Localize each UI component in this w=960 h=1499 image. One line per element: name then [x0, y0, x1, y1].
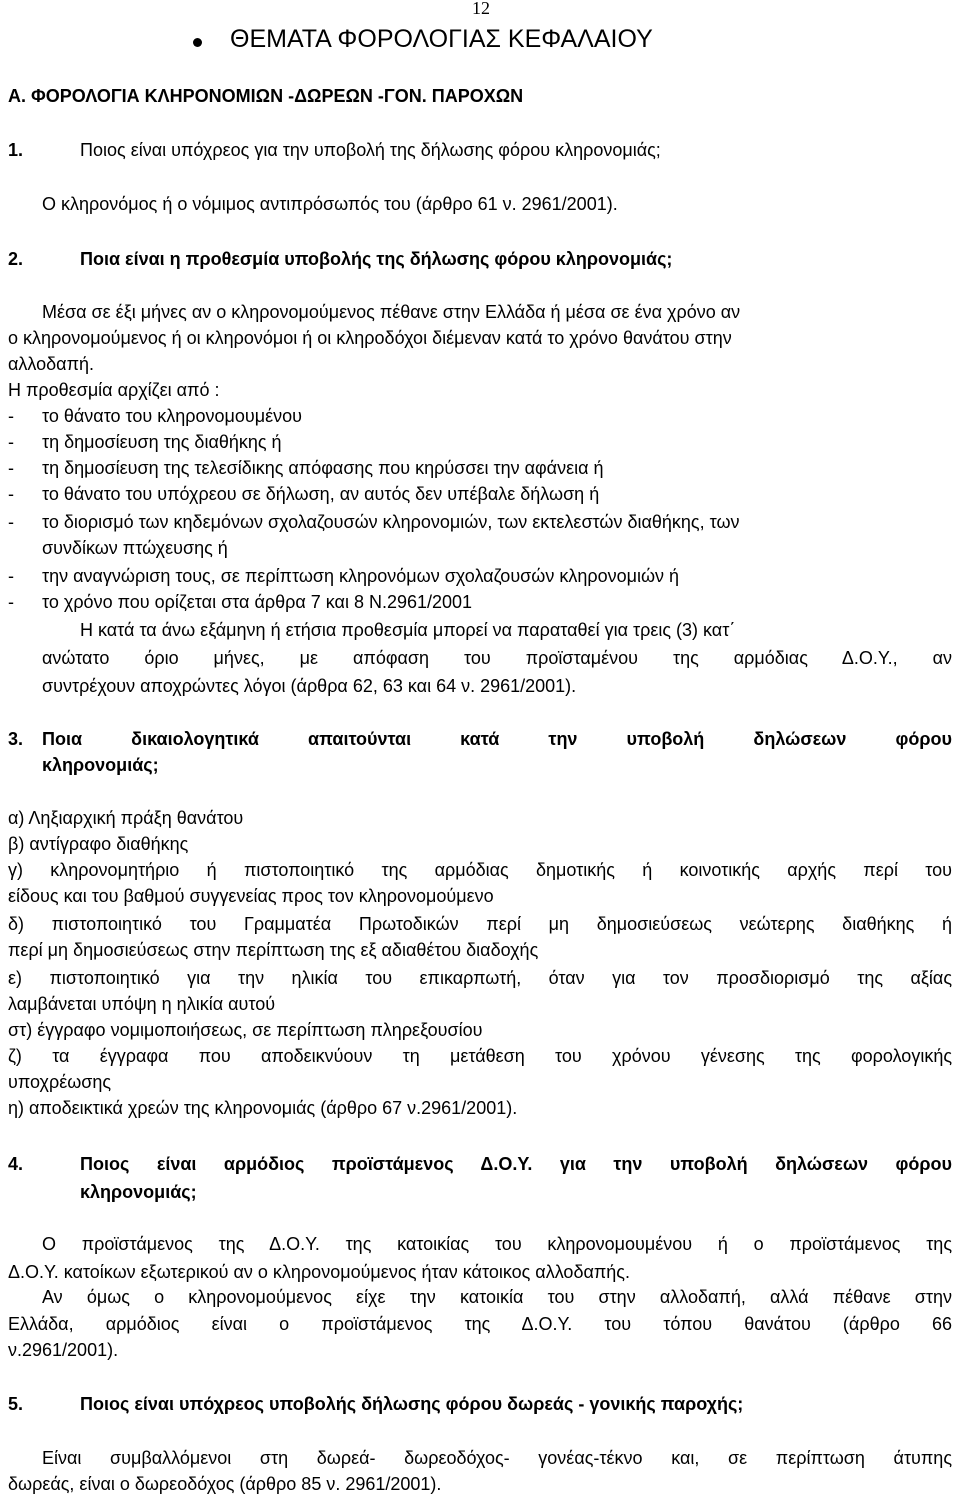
q2-extension-line: Η κατά τα άνω εξάμηνη ή ετήσια προθεσμία μπορεί να παραταθεί για τρεις (3) κατ΄: [80, 620, 736, 640]
q3-item: γ) κληρονομητήριο ή πιστοποιητικό της αρμόδιας δημοτικής ή κοινοτικής αρχής περί του: [8, 860, 952, 880]
q2-intro: Η προθεσμία αρχίζει από :: [8, 380, 220, 400]
dash: -: [8, 406, 14, 426]
dash: -: [8, 592, 14, 612]
q4-text-line: ν.2961/2001).: [8, 1340, 119, 1360]
q3-item: υποχρέωσης: [8, 1072, 112, 1092]
q3-number: 3.: [8, 729, 24, 749]
q4-text-line: Δ.Ο.Υ. κατοίκων εξωτερικού αν ο κληρονομούμενος ήταν κάτοικος αλλοδαπής.: [8, 1262, 630, 1282]
list-item: το θάνατο του κληρονομουμένου: [42, 406, 303, 426]
bullet-icon: [193, 38, 202, 47]
list-item: το διορισμό των κηδεμόνων σχολαζουσών κληρονομιών, των εκτελεστών διαθήκης, των: [42, 512, 740, 532]
document-heading: ΘΕΜΑΤΑ ΦΟΡΟΛΟΓΙΑΣ ΚΕΦΑΛΑΙΟΥ: [230, 25, 653, 53]
list-item: συνδίκων πτώχευσης ή: [42, 538, 228, 558]
q2-extension-line: συντρέχουν αποχρώντες λόγοι (άρθρα 62, 63 και 64 ν. 2961/2001).: [42, 676, 577, 696]
q2-text-line: αλλοδαπή.: [8, 354, 95, 374]
q4-text-line: Ελλάδα, αρμόδιος είναι ο προϊστάμενος της Δ.Ο.Υ. του τόπου θανάτου (άρθρο 66: [8, 1314, 952, 1334]
q5-question: Ποιος είναι υπόχρεος υποβολής δήλωσης φόρου δωρεάς - γονικής παροχής;: [80, 1394, 744, 1414]
list-item: το χρόνο που ορίζεται στα άρθρα 7 και 8 Ν.2961/2001: [42, 592, 473, 612]
q3-item: ε) πιστοποιητικό για την ηλικία του επικαρπωτή, όταν για τον προσδιορισμό της αξίας: [8, 968, 952, 988]
q4-question: Ποιος είναι αρμόδιος προϊστάμενος Δ.Ο.Υ. για την υποβολή δηλώσεων φόρου: [80, 1154, 952, 1174]
q2-extension-line: ανώτατο όριο μήνες, με απόφαση του προϊσταμένου της αρμόδιας Δ.Ο.Υ., αν: [42, 648, 952, 668]
q1-answer: Ο κληρονόμος ή ο νόμιμος αντιπρόσωπός του (άρθρο 61 ν. 2961/2001).: [42, 194, 618, 214]
section-title: Α. ΦΟΡΟΛΟΓΙΑ ΚΛΗΡΟΝΟΜΙΩΝ -ΔΩΡΕΩΝ -ΓΟΝ. ΠΑΡΟΧΩΝ: [8, 86, 524, 106]
q3-item: λαμβάνεται υπόψη η ηλικία αυτού: [8, 994, 276, 1014]
q4-text-line: Αν όμως ο κληρονομούμενος είχε την κατοικία του στην αλλοδαπή, αλλά πέθανε στην: [42, 1287, 952, 1307]
q3-question: Ποια δικαιολογητικά απαιτούνται κατά την υποβολή δηλώσεων φόρου: [42, 729, 952, 749]
list-item: τη δημοσίευση της τελεσίδικης απόφασης που κηρύσσει την αφάνεια ή: [42, 458, 604, 478]
q3-item: είδους και του βαθμού συγγενείας προς τον κληρονομούμενο: [8, 886, 494, 906]
q1-number: 1.: [8, 140, 24, 160]
list-item: τη δημοσίευση της διαθήκης ή: [42, 432, 282, 452]
q2-question: Ποια είναι η προθεσμία υποβολής της δήλωσης φόρου κληρονομιάς;: [80, 249, 673, 269]
q4-question: κληρονομιάς;: [80, 1182, 197, 1202]
page-number: 12: [472, 0, 490, 18]
q3-item: στ) έγγραφο νομιμοποιήσεως, σε περίπτωση πληρεξουσίου: [8, 1020, 483, 1040]
q2-text-line: Μέσα σε έξι μήνες αν ο κληρονομούμενος πέθανε στην Ελλάδα ή μέσα σε ένα χρόνο αν: [42, 302, 741, 322]
q1-question: Ποιος είναι υπόχρεος για την υποβολή της δήλωσης φόρου κληρονομιάς;: [80, 140, 661, 160]
q3-item: η) αποδεικτικά χρεών της κληρονομιάς (άρθρο 67 ν.2961/2001).: [8, 1098, 518, 1118]
q3-question: κληρονομιάς;: [42, 755, 159, 775]
q2-number: 2.: [8, 249, 24, 269]
q3-item: δ) πιστοποιητικό του Γραμματέα Πρωτοδικών περί μη δημοσιεύσεως νεώτερης διαθήκης ή: [8, 914, 952, 934]
q4-text-line: Ο προϊστάμενος της Δ.Ο.Υ. της κατοικίας του κληρονομουμένου ή ο προϊστάμενος της: [42, 1234, 952, 1254]
q5-number: 5.: [8, 1394, 24, 1414]
q2-text-line: ο κληρονομούμενος ή οι κληρονόμοι ή οι κληροδόχοι διέμεναν κατά το χρόνο θανάτου στην: [8, 328, 732, 348]
q3-item: περί μη δημοσιεύσεως στην περίπτωση της εξ αδιαθέτου διαδοχής: [8, 940, 539, 960]
dash: -: [8, 458, 14, 478]
q3-item: ζ) τα έγγραφα που αποδεικνύουν τη μετάθεση του χρόνου γένεσης της φορολογικής: [8, 1046, 952, 1066]
dash: -: [8, 512, 14, 532]
q3-item: β) αντίγραφο διαθήκης: [8, 834, 189, 854]
dash: -: [8, 566, 14, 586]
q4-number: 4.: [8, 1154, 24, 1174]
list-item: την αναγνώριση τους, σε περίπτωση κληρονόμων σχολαζουσών κληρονομιών ή: [42, 566, 680, 586]
dash: -: [8, 484, 14, 504]
dash: -: [8, 432, 14, 452]
q5-text-line: Είναι συμβαλλόμενοι στη δωρεά- δωρεοδόχος- γονέας-τέκνο και, σε περίπτωση άτυπης: [42, 1448, 952, 1468]
q5-text-line: δωρεάς, είναι ο δωρεοδόχος (άρθρο 85 ν. 2961/2001).: [8, 1474, 442, 1494]
q3-item: α) Ληξιαρχική πράξη θανάτου: [8, 808, 244, 828]
list-item: το θάνατο του υπόχρεου σε δήλωση, αν αυτός δεν υπέβαλε δήλωση ή: [42, 484, 600, 504]
